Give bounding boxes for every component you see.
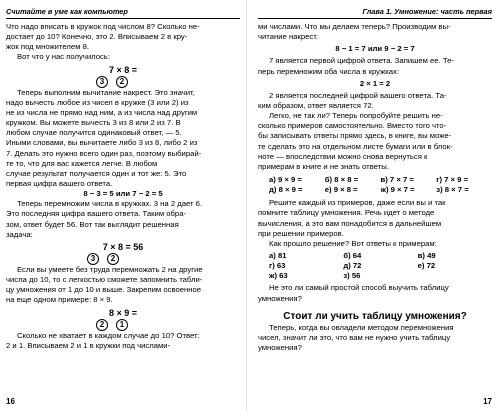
exercise-item: в) 7 × 7 = <box>380 174 414 184</box>
text-line: при решении примеров. <box>258 228 344 238</box>
text-line: Если вы умеете без труда перемножать 2 на другие <box>17 264 203 274</box>
text-line: ми числами. Что мы делаем теперь? Производим вы- <box>258 22 451 31</box>
text-line: Теперь, когда вы овладели методом перемножения <box>269 322 454 332</box>
circled-number: 3 <box>87 253 99 265</box>
equation: 7 × 8 = 56 <box>102 241 144 252</box>
answer-item: в) 49 <box>417 250 436 260</box>
answer-grid <box>258 251 492 281</box>
page-number: 17 <box>483 397 492 406</box>
text-line: те то, что для вас кажется легче. В любом <box>6 158 158 168</box>
text-line: надо вычесть любое из чисел в кружке (3 или 2) из <box>6 97 189 107</box>
text-line: случае результат получается один и тот же: 5. Это <box>6 168 187 178</box>
text-line: 7 является первой цифрой ответа. Запишем ее. Те- <box>269 56 454 66</box>
text-line: цу умножения от 1 до 10 и выше. Закрепим освоенное <box>6 285 202 295</box>
exercise-item: е) 9 × 8 = <box>324 185 358 195</box>
circled-number: 2 <box>96 319 108 331</box>
circle-row <box>0 319 240 331</box>
text-line: Не это ли самый простой способ выучить таблицу <box>269 283 449 293</box>
right-page-body <box>258 22 492 353</box>
text-line: ким образом, ответ является 72. <box>258 100 374 110</box>
text-line: ноте — впоследствии можно снова вернуться к <box>258 151 428 161</box>
exercise-item: з) 8 × 7 = <box>436 185 469 195</box>
circle-row <box>0 253 240 265</box>
text-line: 2 и 1. Вписываем 2 и 1 в кружки под числами- <box>6 340 171 350</box>
text-line: Теперь перемножим числа в кружках. 3 на 2 дает 6. <box>17 199 203 209</box>
text-line: любом случае получится одинаковый ответ, — 5. <box>6 128 182 138</box>
left-page <box>6 6 240 406</box>
text-line: Это последняя цифра вашего ответа. Таким обра- <box>6 209 187 219</box>
calculation-line: 8 − 3 = 5 или 7 − 2 = 5 <box>83 189 163 199</box>
text-line: бы записывать ответы прямо здесь, в книге, вы може- <box>258 131 452 141</box>
text-line: Что надо вписать в кружок под числом 8? Сколько не- <box>6 22 200 31</box>
circle-row <box>0 76 240 88</box>
text-line: Как прошло решение? Вот ответы к примерам: <box>269 238 437 248</box>
text-line: зом, ответ будет 56. Вот так выглядит решенная <box>6 219 179 229</box>
equation-block-1 <box>6 65 240 88</box>
left-page-body <box>6 22 240 351</box>
text-line: 7. Делать это нужно всего один раз, поэтому выбирай- <box>6 148 202 158</box>
exercise-grid <box>258 175 492 195</box>
circled-number: 1 <box>116 319 128 331</box>
text-line: числа до 10, то с легкостью сможете запомнить табли- <box>6 275 203 285</box>
text-line: 2 является последней цифрой вашего ответа. Та- <box>269 90 447 100</box>
exercise-item: г) 7 × 9 = <box>436 174 469 184</box>
text-line: читание накрест. <box>258 32 319 42</box>
section-heading: Стоит ли учить таблицу умножения? <box>283 310 467 322</box>
text-line: на еще одном примере: 8 × 9. <box>6 295 113 305</box>
calculation-line: 2 × 1 = 2 <box>359 78 391 88</box>
text-line: первая цифра вашего ответа. <box>6 178 113 188</box>
answer-item: з) 56 <box>343 271 361 281</box>
exercise-item: а) 9 × 9 = <box>269 174 302 184</box>
answer-item: д) 72 <box>343 261 362 271</box>
text-line: Легко, не так ли? Теперь попробуйте решить не- <box>269 111 443 121</box>
text-line: примерам в книге и не знать ответы. <box>258 161 389 171</box>
text-line: Теперь выполним вычитание накрест. Это значит, <box>17 87 195 97</box>
exercise-item: б) 8 × 8 = <box>324 174 359 184</box>
calculation-line: 8 − 1 = 7 или 9 − 2 = 7 <box>335 44 415 54</box>
text-line: Решите каждый из примеров, даже если вы и так <box>269 198 446 208</box>
equation: 7 × 8 = <box>108 64 138 75</box>
text-line: Вот что у нас получилось: <box>17 52 110 62</box>
left-running-header: Считайте в уме как компьютер <box>6 6 240 19</box>
circled-number: 2 <box>116 76 128 88</box>
exercise-item: д) 8 × 9 = <box>269 185 303 195</box>
text-line: жок под множителем 8. <box>6 42 90 52</box>
text-line: достает до 10? Конечно, это 2. Вписываем 2 в кру- <box>6 32 188 42</box>
answer-item: ж) 63 <box>269 271 288 281</box>
right-page <box>258 6 492 406</box>
equation-block-2 <box>6 242 240 265</box>
text-line: Иными словами, вы вычитаете либо 3 из 8, либо 2 из <box>6 138 198 148</box>
text-line: перь перемножим оба числа в кружках: <box>258 66 400 76</box>
text-line: вычисления, а это вам понадобится в дальнейшем <box>258 218 442 228</box>
circled-number: 2 <box>107 253 119 265</box>
text-line: сколько примеров самостоятельно. Вместо того что- <box>258 121 447 131</box>
text-line: не из числа не прямо над ним, а из числа над другим <box>6 108 198 117</box>
circled-number: 3 <box>96 76 108 88</box>
equation: 8 × 9 = <box>108 307 138 318</box>
answer-item: а) 81 <box>269 250 287 260</box>
right-running-header: Глава 1. Умножение: часть первая <box>258 6 492 19</box>
answer-item: б) 64 <box>343 250 362 260</box>
text-line: умножения? <box>258 342 302 352</box>
book-gutter <box>246 0 247 411</box>
text-line: задача: <box>6 229 33 239</box>
answer-item: г) 63 <box>269 261 286 271</box>
text-line: помните таблицу умножения. Речь идет о методе <box>258 208 435 218</box>
page-number: 16 <box>6 397 15 406</box>
text-line: умножения? <box>258 293 302 303</box>
text-line: кружком. Вы можете вычесть 3 из 8 или 2 из 7. В <box>6 118 181 128</box>
text-line: Сколько не хватает в каждом случае до 10? Ответ: <box>17 330 200 340</box>
equation-block-3 <box>6 308 240 331</box>
text-line: те сделать это на отдельном листе бумаги или в блок- <box>258 141 453 151</box>
exercise-item: ж) 9 × 7 = <box>380 185 415 195</box>
answer-item: е) 72 <box>417 261 436 271</box>
text-line: чисел, значит ли это, что вам не нужно учить таблицу <box>258 332 451 342</box>
